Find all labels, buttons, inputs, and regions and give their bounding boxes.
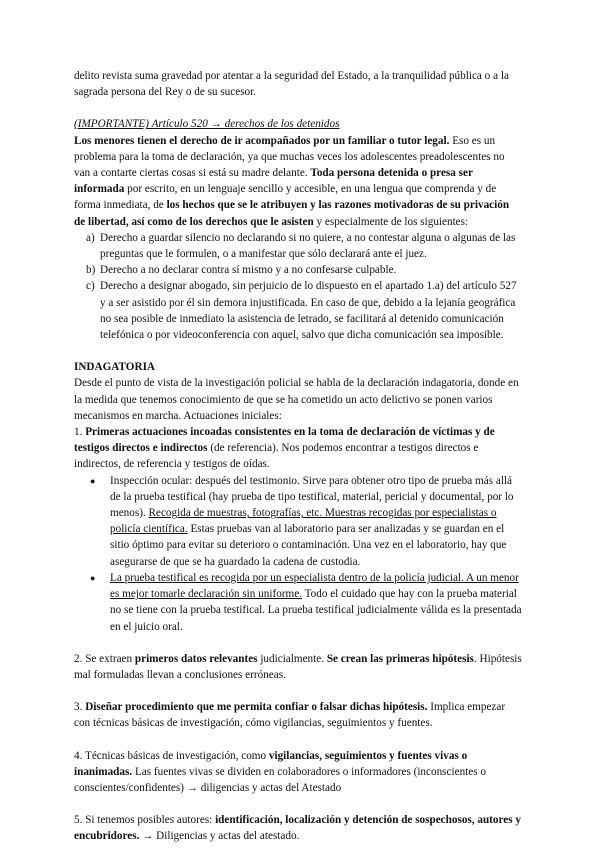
- bullet-icon: ●: [90, 572, 96, 583]
- section-heading: INDAGATORIA: [74, 361, 156, 374]
- text-span: Eso es un problema para la toma de declaración, ya que muchas veces los adolescentes preadolescentes no van a contarte ciertas cosas si está su madre delante.: [74, 134, 505, 180]
- rights-list: [74, 230, 522, 343]
- indagatoria-paragraph: Desde el punto de vista de la investigación policial se habla de la declaración indagatoria, donde en la medida que tenemos conocimiento de que se ha cometido un acto delictivo se ponen varios mecanismos en marcha. Actuaciones iniciales:: [74, 377, 519, 422]
- text-span: → Diligencias y actas del atestado.: [139, 830, 300, 843]
- list-item-text: Derecho a no declarar contra sí mismo y a no confesarse culpable.: [100, 264, 397, 277]
- step-number: 1.: [74, 426, 86, 439]
- underlined-text: Recogida de muestras, fotografías, etc. Muestras recogidas por especialistas o policía científica.: [110, 507, 497, 536]
- text-span: judicialmente.: [257, 652, 327, 665]
- bullet-icon: ●: [90, 475, 96, 486]
- article-title: (IMPORTANTE) Artículo 520 → derechos de los detenidos: [74, 118, 340, 131]
- list-marker: a): [86, 231, 95, 244]
- list-item-text: Derecho a guardar silencio no declarando si no quiere, a no contestar alguna o algunas de las preguntas que le formulen, o a manifestar que sólo declarará ante el juez.: [100, 231, 516, 261]
- text-span: por escrito, en un lenguaje sencillo y accesible, en una lengua que comprenda y de forma inmediata, de: [74, 183, 497, 212]
- list-item: [74, 262, 522, 278]
- text-span: y especialmente de los siguientes:: [313, 215, 469, 228]
- list-item-text: Derecho a designar abogado, sin perjuicio de lo dispuesto en el apartado 1.a) del artículo 527 y a ser asistido por él sin demora injustificada. En caso de que, debido a la lejanía geográfica no sea posible de inmediato la asistencia de letrado, se facilitará al detenido comunicación telefónica o por videoconferencia con aquel, salvo que dicha comunicación sea imposible.: [100, 280, 517, 342]
- text-span: 5. Si tenemos posibles autores:: [74, 814, 216, 827]
- intro-paragraph: delito revista suma gravedad por atentar a la seguridad del Estado, a la tranquilidad pública o a la sagrada persona del Rey o de su sucesor.: [74, 70, 509, 99]
- bold-text: Los menores tienen el derecho de ir acompañados por un familiar o tutor legal.: [74, 134, 450, 147]
- bold-text: vigilancias, seguimientos y fuentes vivas o inanimadas.: [74, 749, 468, 778]
- bold-text: Primeras actuaciones incoadas consistentes en la toma de declaración de víctimas y de testigos directos e indirectos: [74, 426, 495, 455]
- text-span: . Hipótesis mal formuladas llevan a conclusiones erróneas.: [74, 652, 522, 681]
- step-4: [74, 748, 522, 797]
- text-span: 4. Técnicas básicas de investigación, como: [74, 749, 269, 762]
- rights-intro-paragraph: [74, 133, 522, 230]
- bold-text: Se crean las primeras hipótesis: [326, 652, 474, 665]
- list-item: [74, 570, 522, 635]
- text-span: 3.: [74, 701, 86, 714]
- bold-text: los hechos que se le atribuyen y las razones motivadoras de su privación de libertad, así como de los derechos que le asisten: [74, 199, 510, 228]
- text-span: Las fuentes vivas se dividen en colaboradores o informadores (inconscientes o conscientes/confidentes) → diligencias y actas del Atestado: [74, 765, 486, 794]
- list-item: [74, 278, 522, 343]
- underlined-text: La prueba testifical es recogida por un especialista dentro de la policía judicial. A un menor es mejor tomarle declaración sin uniforme.: [110, 571, 519, 601]
- bold-text: identificación, localización y detención de sospechosos, autores y encubridores.: [74, 814, 521, 843]
- step-5: [74, 812, 522, 844]
- bold-text: primeros datos relevantes: [134, 652, 258, 665]
- bold-text: Diseñar procedimiento que me permita confiar o falsar dichas hipótesis.: [85, 701, 428, 714]
- text-span: Implica empezar con técnicas básicas de investigación, cómo vigilancias, seguimientos y fuentes.: [74, 701, 506, 730]
- bold-text: Toda persona detenida o presa ser informada: [74, 167, 473, 196]
- document-page: [74, 68, 522, 845]
- text-span: (de referencia). Nos podemos encontrar a testigos directos e indirectos, de referencia y testigos de oídas.: [74, 442, 479, 471]
- step-3: [74, 699, 522, 731]
- step-2: [74, 651, 522, 683]
- text-span: 2. Se extraen: [74, 652, 135, 665]
- step-1: [74, 424, 522, 473]
- text-span: Inspección ocular: después del testimonio. Sirve para obtener otro tipo de prueba más allá de la prueba testifical (hay prueba de tipo testifical, material, pericial y documental, por lo menos).: [110, 474, 514, 520]
- list-item: [74, 473, 522, 570]
- inspection-bullet-list: [74, 473, 522, 635]
- text-span: Estas pruebas van al laboratorio para ser analizadas y se guardan en el sitio óptimo para evitar su deterioro o contaminación. Una vez en el laboratorio, hay que asegurarse de que se ha guardado la cadena de custodia.: [110, 523, 507, 568]
- list-item: [74, 230, 522, 262]
- list-marker: c): [86, 280, 95, 293]
- text-span: Todo el cuidado que hay con la prueba material no se tiene con la prueba testifical. La prueba testifical judicialmente válida es la presentada en el juicio oral.: [110, 588, 522, 633]
- list-marker: b): [86, 264, 96, 277]
